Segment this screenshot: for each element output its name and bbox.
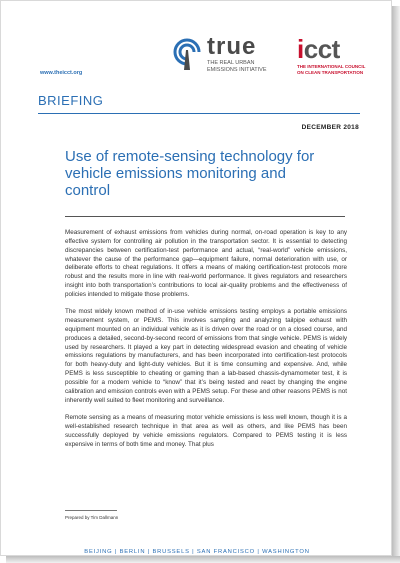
true-logo-subtitle: THE REAL URBAN EMISSIONS INITIATIVE (207, 60, 267, 73)
icct-logo-text: icct (297, 34, 340, 64)
publication-date: DECEMBER 2018 (301, 124, 359, 131)
footer-cities: BEIJING | BERLIN | BRUSSELS | SAN FRANCISCO | WASHINGTON (84, 549, 310, 555)
document-title: Use of remote-sensing technology for vehicle emissions monitoring and control (65, 148, 315, 199)
body-paragraph: The most widely known method of in-use vehicle emissions testing employs a portable emissions measurement system, or PEMS. This involves sampling and analyzing tailpipe exhaust with equipment mounted on an individual vehicle as it is driven over the road or on a closed course, and produces a detailed, second-by-second record of emissions from that single vehicle. PEMS is widely used by researchers. It played a key part in detecting widespread evasion and cheating of vehicle emissions regulations by manufacturers, and has been incorporated into certification-test protocols for both heavy-duty and light-duty vehicles. But it is time consuming and expensive. And, while PEMS is less susceptible to cheating or gaming than a lab-based chassis-dynamometer test, it is possible for a modern vehicle to “know” that it’s being tested and react by changing the engine calibration and emission controls even with a PEMS setup. For these and other reasons PEMS is not inherently well suited to fleet monitoring and surveillance. (65, 308, 347, 404)
title-divider (65, 216, 345, 217)
body-paragraph: Measurement of exhaust emissions from vehicles during normal, on-road operation is key to any effective system for controlling air pollution in the transportation sector. It is essential to detecting discrepancies between certification-test performance and actual, “real-world” vehicle emissions, whatever the cause of the performance gap—equipment failure, normal deterioration with use, or deliberate efforts to cheat regulations. It offers a means of making certification-test protocols more robust and the results more in line with real-world performance. It gives regulators and researchers insight into both transportation’s contributions to local air-quality problems and the effectiveness of policies intended to mitigate those problems. (65, 229, 347, 298)
footnote: Prepared by Tim Dallmann (65, 515, 119, 520)
true-logo (169, 34, 273, 78)
website-link[interactable]: www.theicct.org (40, 70, 83, 76)
icct-logo-subtitle: THE INTERNATIONAL COUNCIL ON CLEAN TRANSPORTATION (297, 64, 366, 75)
footnote-divider (65, 510, 117, 511)
body-paragraph: Remote sensing as a means of measuring motor vehicle emissions is less well known, though it is a well-established research technique in that area as well as others, and like PEMS has been successfully deployed by vehicle emissions regulators. Compared to PEMS testing it is less expensive in terms of both time and money. That plus (65, 414, 347, 448)
header-divider (38, 113, 360, 114)
true-logo-mark (169, 34, 205, 70)
page-shadow-right (392, 6, 400, 563)
body-text (65, 229, 347, 458)
true-logo-word: true (207, 33, 257, 60)
icct-logo (297, 35, 369, 75)
icct-logo-word (297, 35, 369, 63)
page-shadow-bottom (6, 556, 400, 563)
document-type-label: BRIEFING (38, 93, 104, 108)
